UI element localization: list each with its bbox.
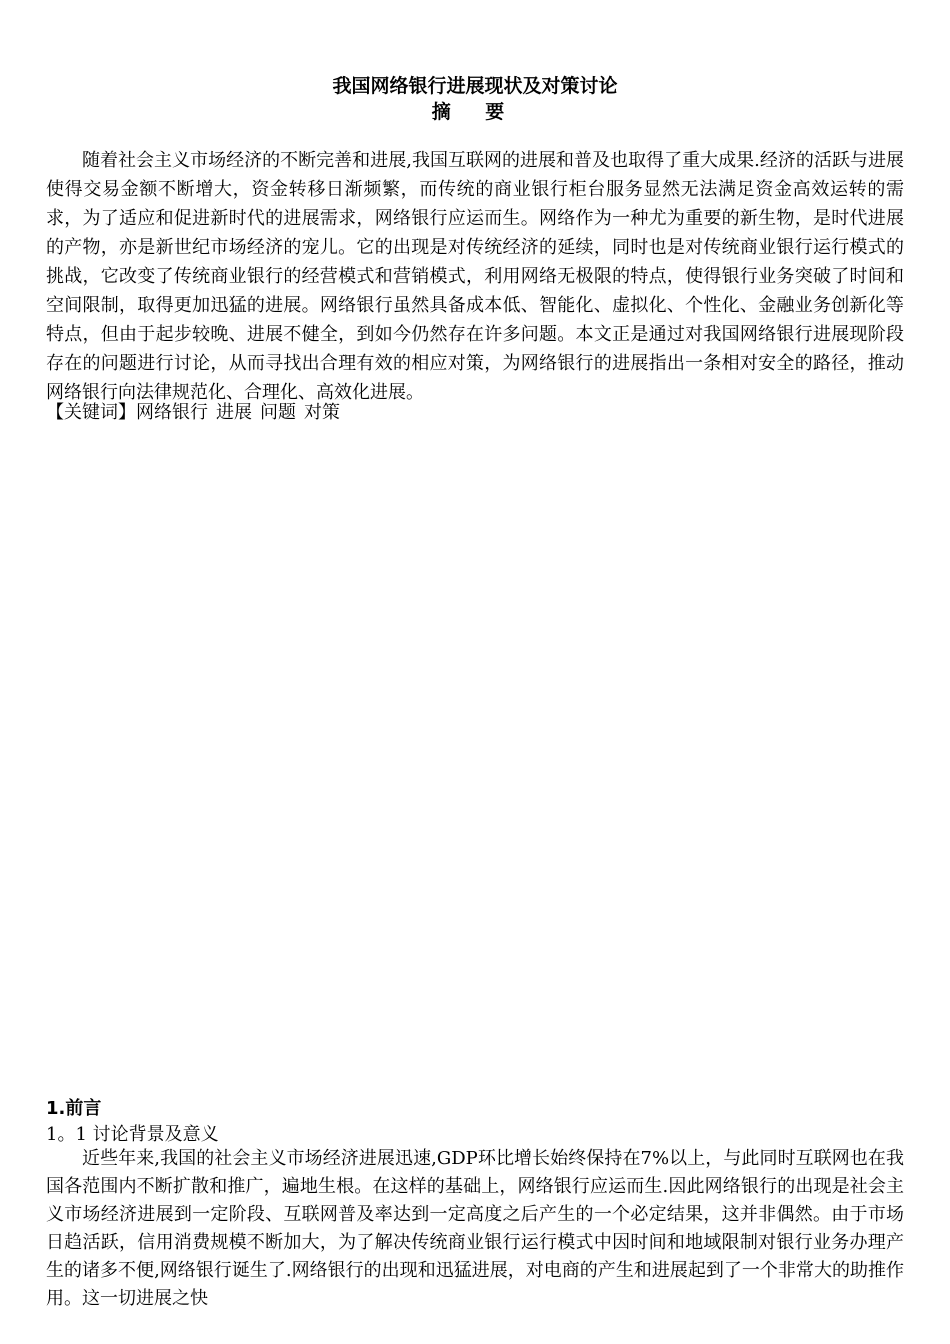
keyword: 进展 (216, 402, 252, 423)
keyword: 问题 (260, 402, 296, 423)
keyword: 网络银行 (136, 402, 208, 423)
document-title: 我国网络银行进展现状及对策讨论 (332, 75, 618, 97)
section-heading: 1.前言 (46, 1098, 102, 1119)
keywords-label: 【关键词】 (46, 402, 136, 423)
keyword: 对策 (304, 402, 340, 423)
subsection-heading: 1。1 讨论背景及意义 (46, 1124, 219, 1145)
abstract-paragraph: 随着社会主义市场经济的不断完善和进展,我国互联网的进展和普及也取得了重大成果.经济的活跃与进展使得交易金额不断增大，资金转移日渐频繁，而传统的商业银行柜台服务显然无法满足资金高效运转的需求，为了适应和促进新时代的进展需求，网络银行应运而生。网络作为一种尤为重要的新生物，是时代进展的产物，亦是新世纪市场经济的宠儿。它的出现是对传统经济的延续，同时也是对传统商业银行运行模式的挑战，它改变了传统商业银行的经营模式和营销模式，利用网络无极限的特点，使得银行业务突破了时间和空间限制，取得更加迅猛的进展。网络银行虽然具备成本低、智能化、虚拟化、个性化、金融业务创新化等特点，但由于起步较晚、进展不健全，到如今仍然存在许多问题。本文正是通过对我国网络银行进展现阶段存在的问题进行讨论，从而寻找出合理有效的相应对策，为网络银行的进展指出一条相对安全的路径，推动网络银行向法律规范化、合理化、高效化进展。 (46, 150, 904, 403)
abstract-heading: 摘 要 (431, 101, 519, 123)
keywords-line (46, 398, 904, 427)
body-paragraph: 近些年来,我国的社会主义市场经济进展迅速,GDP环比增长始终保持在7%以上，与此同时互联网也在我国各范围内不断扩散和推广，遍地生根。在这样的基础上，网络银行应运而生.因此网络银行的出现是社会主义市场经济进展到一定阶段、互联网普及率达到一定高度之后产生的一个必定结果，这并非偶然。由于市场日趋活跃，信用消费规模不断加大，为了解决传统商业银行运行模式中因时间和地域限制对银行业务办理产生的诸多不便,网络银行诞生了.网络银行的出现和迅猛进展，对电商的产生和进展起到了一个非常大的助推作用。这一切进展之快 (46, 1148, 904, 1309)
